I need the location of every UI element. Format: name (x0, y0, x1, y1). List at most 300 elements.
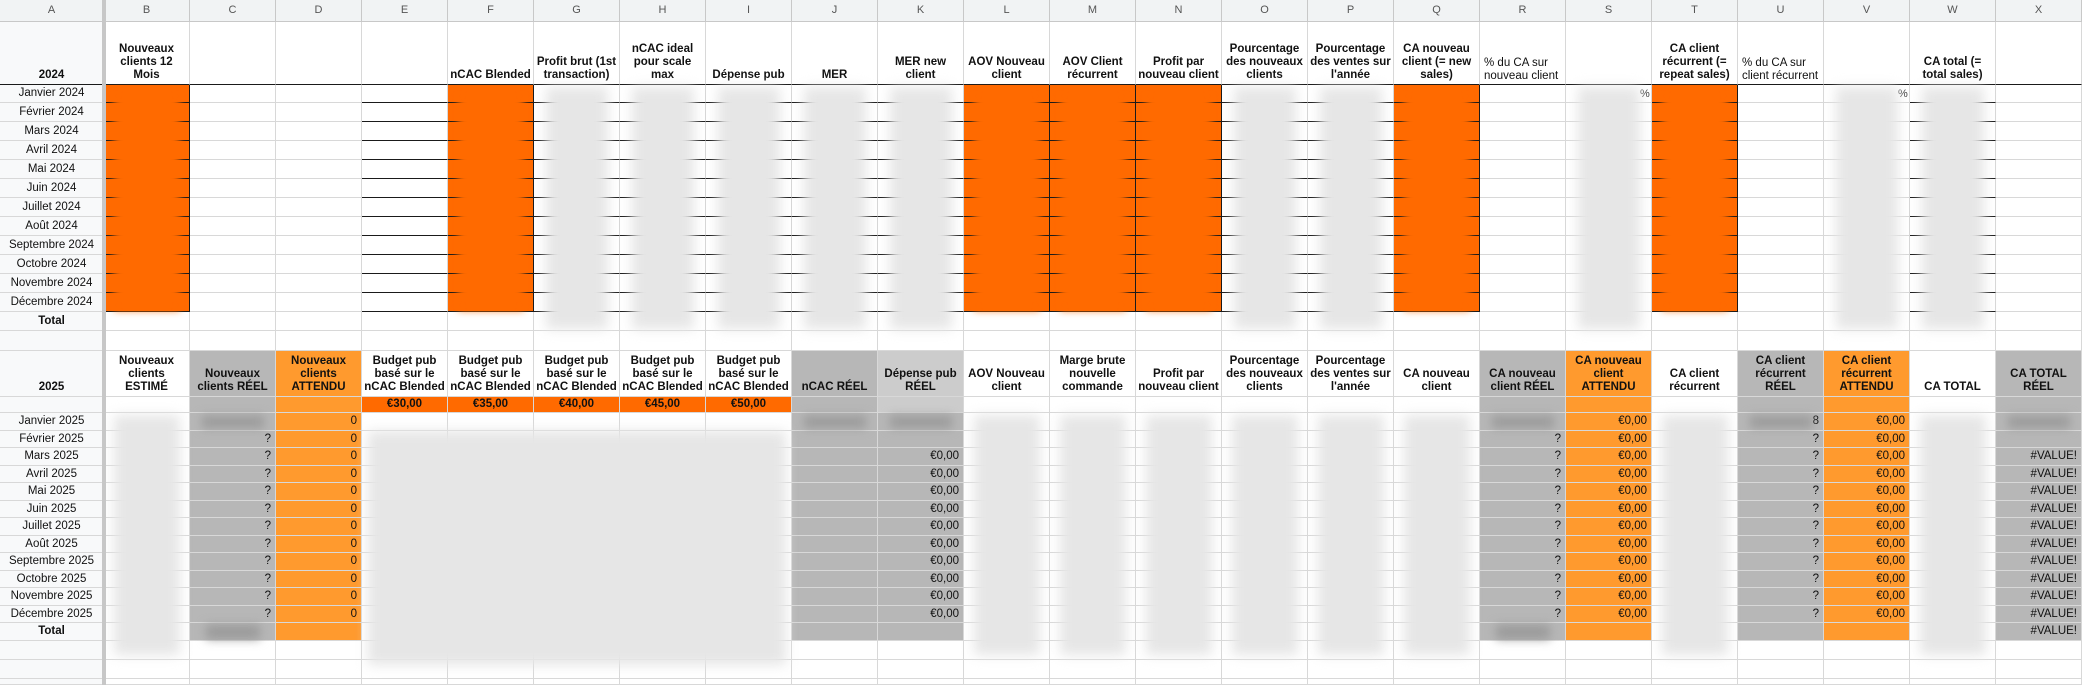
budget-value-g[interactable]: €40,00 (534, 397, 620, 413)
empty-row[interactable] (1566, 660, 1652, 679)
header-2025-r[interactable]: CA nouveau client RÉEL (1480, 351, 1566, 397)
empty-row[interactable] (1996, 660, 2082, 679)
empty-row[interactable] (534, 679, 620, 685)
month-label-2025[interactable]: Mai 2025 (0, 483, 104, 501)
empty-row[interactable] (1738, 679, 1824, 685)
empty-row[interactable] (792, 660, 878, 679)
column-header-l[interactable]: L (964, 0, 1050, 22)
column-header-m[interactable]: M (1050, 0, 1136, 22)
cell-2024-c[interactable] (190, 217, 276, 236)
total-label-2025[interactable]: Total (0, 623, 104, 641)
cell-2025-s[interactable]: €0,00 (1566, 606, 1652, 623)
header-2024-d[interactable] (276, 22, 362, 85)
cell-2024-e[interactable] (362, 122, 448, 141)
empty-row[interactable] (1394, 660, 1480, 679)
month-label-2025[interactable]: Avril 2025 (0, 466, 104, 483)
header-2024-f[interactable]: nCAC Blended (448, 22, 534, 85)
cell-2025-j[interactable] (792, 588, 878, 606)
cell-2025-s[interactable]: €0,00 (1566, 413, 1652, 431)
cell-2024-e[interactable] (362, 160, 448, 179)
header-2024-n[interactable]: Profit par nouveau client (1136, 22, 1222, 85)
cell-2024-c[interactable] (190, 122, 276, 141)
column-header-k[interactable]: K (878, 0, 964, 22)
empty-row[interactable] (1652, 679, 1738, 685)
cell-2025-u[interactable]: ? (1738, 571, 1824, 588)
cell-2025-s[interactable]: €0,00 (1566, 588, 1652, 606)
cell-2024-x[interactable] (1996, 122, 2082, 141)
subheader-2025-w[interactable] (1910, 397, 1996, 413)
cell-2025-j[interactable] (792, 501, 878, 518)
total-2024-c[interactable] (190, 312, 276, 331)
column-header-v[interactable]: V (1824, 0, 1910, 22)
cell-2025-k[interactable] (878, 431, 964, 448)
month-label-2025[interactable]: Janvier 2025 (0, 413, 104, 431)
header-2024-p[interactable]: Pourcentage des ventes sur l'année (1308, 22, 1394, 85)
cell-2025-k[interactable]: €0,00 (878, 536, 964, 553)
cell-2025-x[interactable]: #VALUE! (1996, 536, 2082, 553)
month-label-2024[interactable]: Mars 2024 (0, 122, 104, 141)
budget-value-h[interactable]: €45,00 (620, 397, 706, 413)
cell-2025-r[interactable]: ? (1480, 571, 1566, 588)
cell-2025-c[interactable]: ? (190, 518, 276, 536)
month-label-2025[interactable]: Décembre 2025 (0, 606, 104, 623)
cell-2025-k[interactable]: €0,00 (878, 448, 964, 466)
spacer-row[interactable] (964, 331, 1050, 351)
empty-row[interactable] (1738, 641, 1824, 660)
header-2024-r[interactable]: % du CA sur nouveau client (1480, 22, 1566, 85)
total-2024-q[interactable] (1394, 312, 1480, 331)
total-2024-x[interactable] (1996, 312, 2082, 331)
empty-row[interactable] (964, 679, 1050, 685)
cell-2025-v[interactable]: €0,00 (1824, 413, 1910, 431)
cell-2024-r[interactable] (1480, 179, 1566, 198)
cell-2024-d[interactable] (276, 274, 362, 293)
cell-2025-u[interactable]: ? (1738, 588, 1824, 606)
empty-row[interactable] (104, 660, 190, 679)
empty-row[interactable] (706, 679, 792, 685)
header-2025-n[interactable]: Profit par nouveau client (1136, 351, 1222, 397)
header-2025-p[interactable]: Pourcentage des ventes sur l'année (1308, 351, 1394, 397)
cell-2024-e[interactable] (362, 85, 448, 103)
total-2024-u[interactable] (1738, 312, 1824, 331)
empty-row[interactable] (1738, 660, 1824, 679)
cell-2024-x[interactable] (1996, 217, 2082, 236)
cell-2025-j[interactable] (792, 518, 878, 536)
spacer-row[interactable] (1480, 331, 1566, 351)
total-2024-t[interactable] (1652, 312, 1738, 331)
subheader-2025-c[interactable] (190, 397, 276, 413)
cell-2025-g[interactable] (534, 413, 620, 431)
cell-2025-d[interactable]: 0 (276, 536, 362, 553)
cell-2024-e[interactable] (362, 179, 448, 198)
cell-2024-x[interactable] (1996, 160, 2082, 179)
column-header-q[interactable]: Q (1394, 0, 1480, 22)
column-header-p[interactable]: P (1308, 0, 1394, 22)
cell-2025-j[interactable] (792, 483, 878, 501)
month-label-2025[interactable]: Octobre 2025 (0, 571, 104, 588)
empty-row[interactable] (0, 679, 104, 685)
month-label-2025[interactable]: Mars 2025 (0, 448, 104, 466)
month-label-2025[interactable]: Juin 2025 (0, 501, 104, 518)
cell-2024-d[interactable] (276, 85, 362, 103)
empty-row[interactable] (1480, 679, 1566, 685)
cell-2024-u[interactable] (1738, 160, 1824, 179)
cell-2024-e[interactable] (362, 236, 448, 255)
subheader-2025-x[interactable] (1996, 397, 2082, 413)
cell-2025-r[interactable]: ? (1480, 518, 1566, 536)
cell-2025-s[interactable]: €0,00 (1566, 448, 1652, 466)
cell-2025-d[interactable]: 0 (276, 466, 362, 483)
spacer-row[interactable] (1996, 331, 2082, 351)
subheader-2025-s[interactable] (1566, 397, 1652, 413)
cell-2024-c[interactable] (190, 160, 276, 179)
cell-2025-v[interactable]: €0,00 (1824, 553, 1910, 571)
column-header-i[interactable]: I (706, 0, 792, 22)
total-label-2024[interactable]: Total (0, 312, 104, 331)
header-2025-g[interactable]: Budget pub basé sur le nCAC Blended (534, 351, 620, 397)
cell-2025-c[interactable]: ? (190, 536, 276, 553)
cell-2025-u[interactable]: ? (1738, 448, 1824, 466)
cell-2025-s[interactable]: €0,00 (1566, 553, 1652, 571)
empty-row[interactable] (362, 679, 448, 685)
header-2025-m[interactable]: Marge brute nouvelle commande (1050, 351, 1136, 397)
header-2025-u[interactable]: CA client récurrent RÉEL (1738, 351, 1824, 397)
month-label-2025[interactable]: Juillet 2025 (0, 518, 104, 536)
cell-2024-x[interactable] (1996, 293, 2082, 312)
subheader-2025-a[interactable] (0, 397, 104, 413)
cell-2024-u[interactable] (1738, 293, 1824, 312)
spacer-row[interactable] (1652, 331, 1738, 351)
cell-2024-r[interactable] (1480, 103, 1566, 122)
total-2024-d[interactable] (276, 312, 362, 331)
column-header-d[interactable]: D (276, 0, 362, 22)
header-2024-e[interactable] (362, 22, 448, 85)
subheader-2025-d[interactable] (276, 397, 362, 413)
total-2025-d[interactable] (276, 623, 362, 641)
cell-2025-r[interactable]: ? (1480, 483, 1566, 501)
cell-2024-r[interactable] (1480, 217, 1566, 236)
cell-2025-j[interactable] (792, 448, 878, 466)
empty-row[interactable] (1996, 641, 2082, 660)
header-2025-l[interactable]: AOV Nouveau client (964, 351, 1050, 397)
subheader-2025-m[interactable] (1050, 397, 1136, 413)
empty-row[interactable] (1566, 679, 1652, 685)
month-label-2025[interactable]: Février 2025 (0, 431, 104, 448)
total-2024-r[interactable] (1480, 312, 1566, 331)
cell-2025-c[interactable]: ? (190, 501, 276, 518)
total-2024-l[interactable] (964, 312, 1050, 331)
month-label-2025[interactable]: Septembre 2025 (0, 553, 104, 571)
cell-2025-s[interactable]: €0,00 (1566, 466, 1652, 483)
header-2024-q[interactable]: CA nouveau client (= new sales) (1394, 22, 1480, 85)
cell-2025-u[interactable]: ? (1738, 553, 1824, 571)
cell-2024-c[interactable] (190, 179, 276, 198)
empty-row[interactable] (1824, 641, 1910, 660)
column-header-j[interactable]: J (792, 0, 878, 22)
empty-row[interactable] (1910, 660, 1996, 679)
subheader-2025-l[interactable] (964, 397, 1050, 413)
cell-2025-r[interactable]: ? (1480, 466, 1566, 483)
cell-2024-r[interactable] (1480, 255, 1566, 274)
cell-2025-s[interactable]: €0,00 (1566, 483, 1652, 501)
cell-2025-c[interactable]: ? (190, 483, 276, 501)
spacer-row[interactable] (362, 331, 448, 351)
empty-row[interactable] (792, 679, 878, 685)
cell-2024-c[interactable] (190, 141, 276, 160)
cell-2025-k[interactable]: €0,00 (878, 571, 964, 588)
month-label-2024[interactable]: Septembre 2024 (0, 236, 104, 255)
cell-2025-s[interactable]: €0,00 (1566, 518, 1652, 536)
cell-2025-s[interactable]: €0,00 (1566, 536, 1652, 553)
subheader-2025-q[interactable] (1394, 397, 1480, 413)
year-label-2024[interactable]: 2024 (0, 22, 104, 85)
spacer-row[interactable] (1394, 331, 1480, 351)
cell-2025-v[interactable]: €0,00 (1824, 518, 1910, 536)
header-2024-j[interactable]: MER (792, 22, 878, 85)
total-2024-n[interactable] (1136, 312, 1222, 331)
empty-row[interactable] (448, 679, 534, 685)
cell-2024-d[interactable] (276, 293, 362, 312)
empty-row[interactable] (792, 641, 878, 660)
header-2025-o[interactable]: Pourcentage des nouveaux clients (1222, 351, 1308, 397)
cell-2025-u[interactable]: ? (1738, 483, 1824, 501)
cell-2025-i[interactable] (706, 413, 792, 431)
cell-2024-c[interactable] (190, 255, 276, 274)
cell-2025-j[interactable] (792, 553, 878, 571)
cell-2024-d[interactable] (276, 179, 362, 198)
column-header-b[interactable]: B (104, 0, 190, 22)
column-header-g[interactable]: G (534, 0, 620, 22)
header-2025-b[interactable]: Nouveaux clients ESTIMÉ (104, 351, 190, 397)
cell-2025-v[interactable]: €0,00 (1824, 571, 1910, 588)
cell-2024-u[interactable] (1738, 255, 1824, 274)
cell-2025-j[interactable] (792, 536, 878, 553)
empty-row[interactable] (190, 679, 276, 685)
cell-2024-d[interactable] (276, 103, 362, 122)
cell-2025-x[interactable]: #VALUE! (1996, 606, 2082, 623)
cell-2024-x[interactable] (1996, 274, 2082, 293)
empty-row[interactable] (1824, 679, 1910, 685)
cell-2024-c[interactable] (190, 198, 276, 217)
cell-2024-r[interactable] (1480, 236, 1566, 255)
budget-value-e[interactable]: €30,00 (362, 397, 448, 413)
cell-2024-u[interactable] (1738, 198, 1824, 217)
cell-2025-v[interactable]: €0,00 (1824, 536, 1910, 553)
column-header-e[interactable]: E (362, 0, 448, 22)
cell-2024-x[interactable] (1996, 255, 2082, 274)
cell-2024-x[interactable] (1996, 141, 2082, 160)
empty-row[interactable] (1824, 660, 1910, 679)
empty-row[interactable] (1136, 679, 1222, 685)
empty-row[interactable] (878, 641, 964, 660)
cell-2024-d[interactable] (276, 160, 362, 179)
column-header-o[interactable]: O (1222, 0, 1308, 22)
cell-2024-x[interactable] (1996, 198, 2082, 217)
cell-2024-x[interactable] (1996, 85, 2082, 103)
subheader-2025-t[interactable] (1652, 397, 1738, 413)
cell-2025-d[interactable]: 0 (276, 588, 362, 606)
header-2024-s[interactable] (1566, 22, 1652, 85)
cell-2025-r[interactable]: ? (1480, 606, 1566, 623)
header-2024-m[interactable]: AOV Client récurrent (1050, 22, 1136, 85)
cell-2025-v[interactable]: €0,00 (1824, 448, 1910, 466)
cell-2024-x[interactable] (1996, 179, 2082, 198)
cell-2024-x[interactable] (1996, 236, 2082, 255)
empty-row[interactable] (276, 641, 362, 660)
cell-2025-c[interactable]: ? (190, 553, 276, 571)
header-2025-s[interactable]: CA nouveau client ATTENDU (1566, 351, 1652, 397)
subheader-2025-n[interactable] (1136, 397, 1222, 413)
cell-2024-u[interactable] (1738, 141, 1824, 160)
cell-2024-u[interactable] (1738, 236, 1824, 255)
cell-2024-e[interactable] (362, 255, 448, 274)
header-2025-t[interactable]: CA client récurrent (1652, 351, 1738, 397)
total-2024-e[interactable] (362, 312, 448, 331)
spacer-row[interactable] (448, 331, 534, 351)
cell-2024-u[interactable] (1738, 85, 1824, 103)
empty-row[interactable] (1480, 660, 1566, 679)
header-2025-f[interactable]: Budget pub basé sur le nCAC Blended (448, 351, 534, 397)
header-2024-o[interactable]: Pourcentage des nouveaux clients (1222, 22, 1308, 85)
month-label-2024[interactable]: Juin 2024 (0, 179, 104, 198)
header-2024-c[interactable] (190, 22, 276, 85)
cell-2025-r[interactable]: ? (1480, 448, 1566, 466)
spacer-row[interactable] (1910, 331, 1996, 351)
header-2025-c[interactable]: Nouveaux clients RÉEL (190, 351, 276, 397)
column-header-s[interactable]: S (1566, 0, 1652, 22)
month-label-2024[interactable]: Janvier 2024 (0, 85, 104, 103)
cell-2025-r[interactable]: ? (1480, 588, 1566, 606)
cell-2024-r[interactable] (1480, 293, 1566, 312)
cell-2024-r[interactable] (1480, 141, 1566, 160)
header-2024-k[interactable]: MER new client (878, 22, 964, 85)
month-label-2024[interactable]: Août 2024 (0, 217, 104, 236)
column-header-t[interactable]: T (1652, 0, 1738, 22)
cell-2024-c[interactable] (190, 236, 276, 255)
cell-2024-d[interactable] (276, 236, 362, 255)
empty-row[interactable] (1566, 641, 1652, 660)
cell-2024-d[interactable] (276, 255, 362, 274)
cell-2025-k[interactable]: €0,00 (878, 501, 964, 518)
total-2024-f[interactable] (448, 312, 534, 331)
total-2025-k[interactable] (878, 623, 964, 641)
cell-2025-k[interactable]: €0,00 (878, 483, 964, 501)
year-label-2025[interactable]: 2025 (0, 351, 104, 397)
subheader-2025-k[interactable] (878, 397, 964, 413)
cell-2025-x[interactable]: #VALUE! (1996, 553, 2082, 571)
spacer-row[interactable] (1050, 331, 1136, 351)
cell-2024-u[interactable] (1738, 217, 1824, 236)
total-2025-u[interactable] (1738, 623, 1824, 641)
cell-2025-j[interactable] (792, 571, 878, 588)
spacer-row[interactable] (104, 331, 190, 351)
header-2024-l[interactable]: AOV Nouveau client (964, 22, 1050, 85)
empty-row[interactable] (104, 679, 190, 685)
empty-row[interactable] (1910, 679, 1996, 685)
cell-2025-k[interactable]: €0,00 (878, 553, 964, 571)
cell-2025-u[interactable]: ? (1738, 536, 1824, 553)
cell-2024-r[interactable] (1480, 198, 1566, 217)
cell-2025-d[interactable]: 0 (276, 553, 362, 571)
month-label-2024[interactable]: Février 2024 (0, 103, 104, 122)
cell-2025-v[interactable]: €0,00 (1824, 501, 1910, 518)
spacer-row[interactable] (190, 331, 276, 351)
cell-2025-d[interactable]: 0 (276, 501, 362, 518)
empty-row[interactable] (1480, 641, 1566, 660)
empty-row[interactable] (1394, 679, 1480, 685)
cell-2024-d[interactable] (276, 122, 362, 141)
empty-row[interactable] (1050, 660, 1136, 679)
cell-2025-k[interactable]: €0,00 (878, 518, 964, 536)
cell-2025-j[interactable] (792, 431, 878, 448)
header-2024-t[interactable]: CA client récurrent (= repeat sales) (1652, 22, 1738, 85)
cell-2025-d[interactable]: 0 (276, 431, 362, 448)
total-2024-b[interactable] (104, 312, 190, 331)
month-label-2024[interactable]: Décembre 2024 (0, 293, 104, 312)
empty-row[interactable] (964, 660, 1050, 679)
subheader-2025-v[interactable] (1824, 397, 1910, 413)
total-2025-v[interactable] (1824, 623, 1910, 641)
cell-2024-u[interactable] (1738, 122, 1824, 141)
cell-2025-d[interactable]: 0 (276, 448, 362, 466)
cell-2024-e[interactable] (362, 103, 448, 122)
cell-2025-f[interactable] (448, 413, 534, 431)
budget-value-f[interactable]: €35,00 (448, 397, 534, 413)
empty-row[interactable] (620, 679, 706, 685)
cell-2025-k[interactable]: €0,00 (878, 588, 964, 606)
empty-row[interactable] (1136, 660, 1222, 679)
cell-2025-k[interactable]: €0,00 (878, 606, 964, 623)
cell-2025-x[interactable]: #VALUE! (1996, 448, 2082, 466)
budget-value-i[interactable]: €50,00 (706, 397, 792, 413)
column-header-u[interactable]: U (1738, 0, 1824, 22)
empty-row[interactable] (878, 660, 964, 679)
cell-2024-e[interactable] (362, 141, 448, 160)
cell-2024-e[interactable] (362, 293, 448, 312)
cell-2025-d[interactable]: 0 (276, 413, 362, 431)
cell-2025-k[interactable]: €0,00 (878, 466, 964, 483)
cell-2024-d[interactable] (276, 217, 362, 236)
spacer-row[interactable] (878, 331, 964, 351)
cell-2025-u[interactable]: ? (1738, 466, 1824, 483)
header-2025-h[interactable]: Budget pub basé sur le nCAC Blended (620, 351, 706, 397)
cell-2025-u[interactable]: ? (1738, 518, 1824, 536)
column-header-h[interactable]: H (620, 0, 706, 22)
frozen-column-divider[interactable] (102, 0, 106, 685)
spacer-row[interactable] (1308, 331, 1394, 351)
empty-row[interactable] (878, 679, 964, 685)
spacer-row[interactable] (534, 331, 620, 351)
cell-2024-d[interactable] (276, 141, 362, 160)
cell-2025-x[interactable]: #VALUE! (1996, 571, 2082, 588)
cell-2024-x[interactable] (1996, 103, 2082, 122)
subheader-2025-u[interactable] (1738, 397, 1824, 413)
cell-2025-r[interactable]: ? (1480, 501, 1566, 518)
cell-2024-e[interactable] (362, 274, 448, 293)
cell-2025-c[interactable]: ? (190, 431, 276, 448)
cell-2025-s[interactable]: €0,00 (1566, 501, 1652, 518)
cell-2025-u[interactable]: ? (1738, 606, 1824, 623)
cell-2024-c[interactable] (190, 293, 276, 312)
cell-2024-r[interactable] (1480, 85, 1566, 103)
month-label-2025[interactable]: Août 2025 (0, 536, 104, 553)
empty-row[interactable] (190, 660, 276, 679)
cell-2025-d[interactable]: 0 (276, 483, 362, 501)
cell-2025-v[interactable]: €0,00 (1824, 588, 1910, 606)
month-label-2024[interactable]: Juillet 2024 (0, 198, 104, 217)
empty-row[interactable] (0, 660, 104, 679)
subheader-2025-b[interactable] (104, 397, 190, 413)
